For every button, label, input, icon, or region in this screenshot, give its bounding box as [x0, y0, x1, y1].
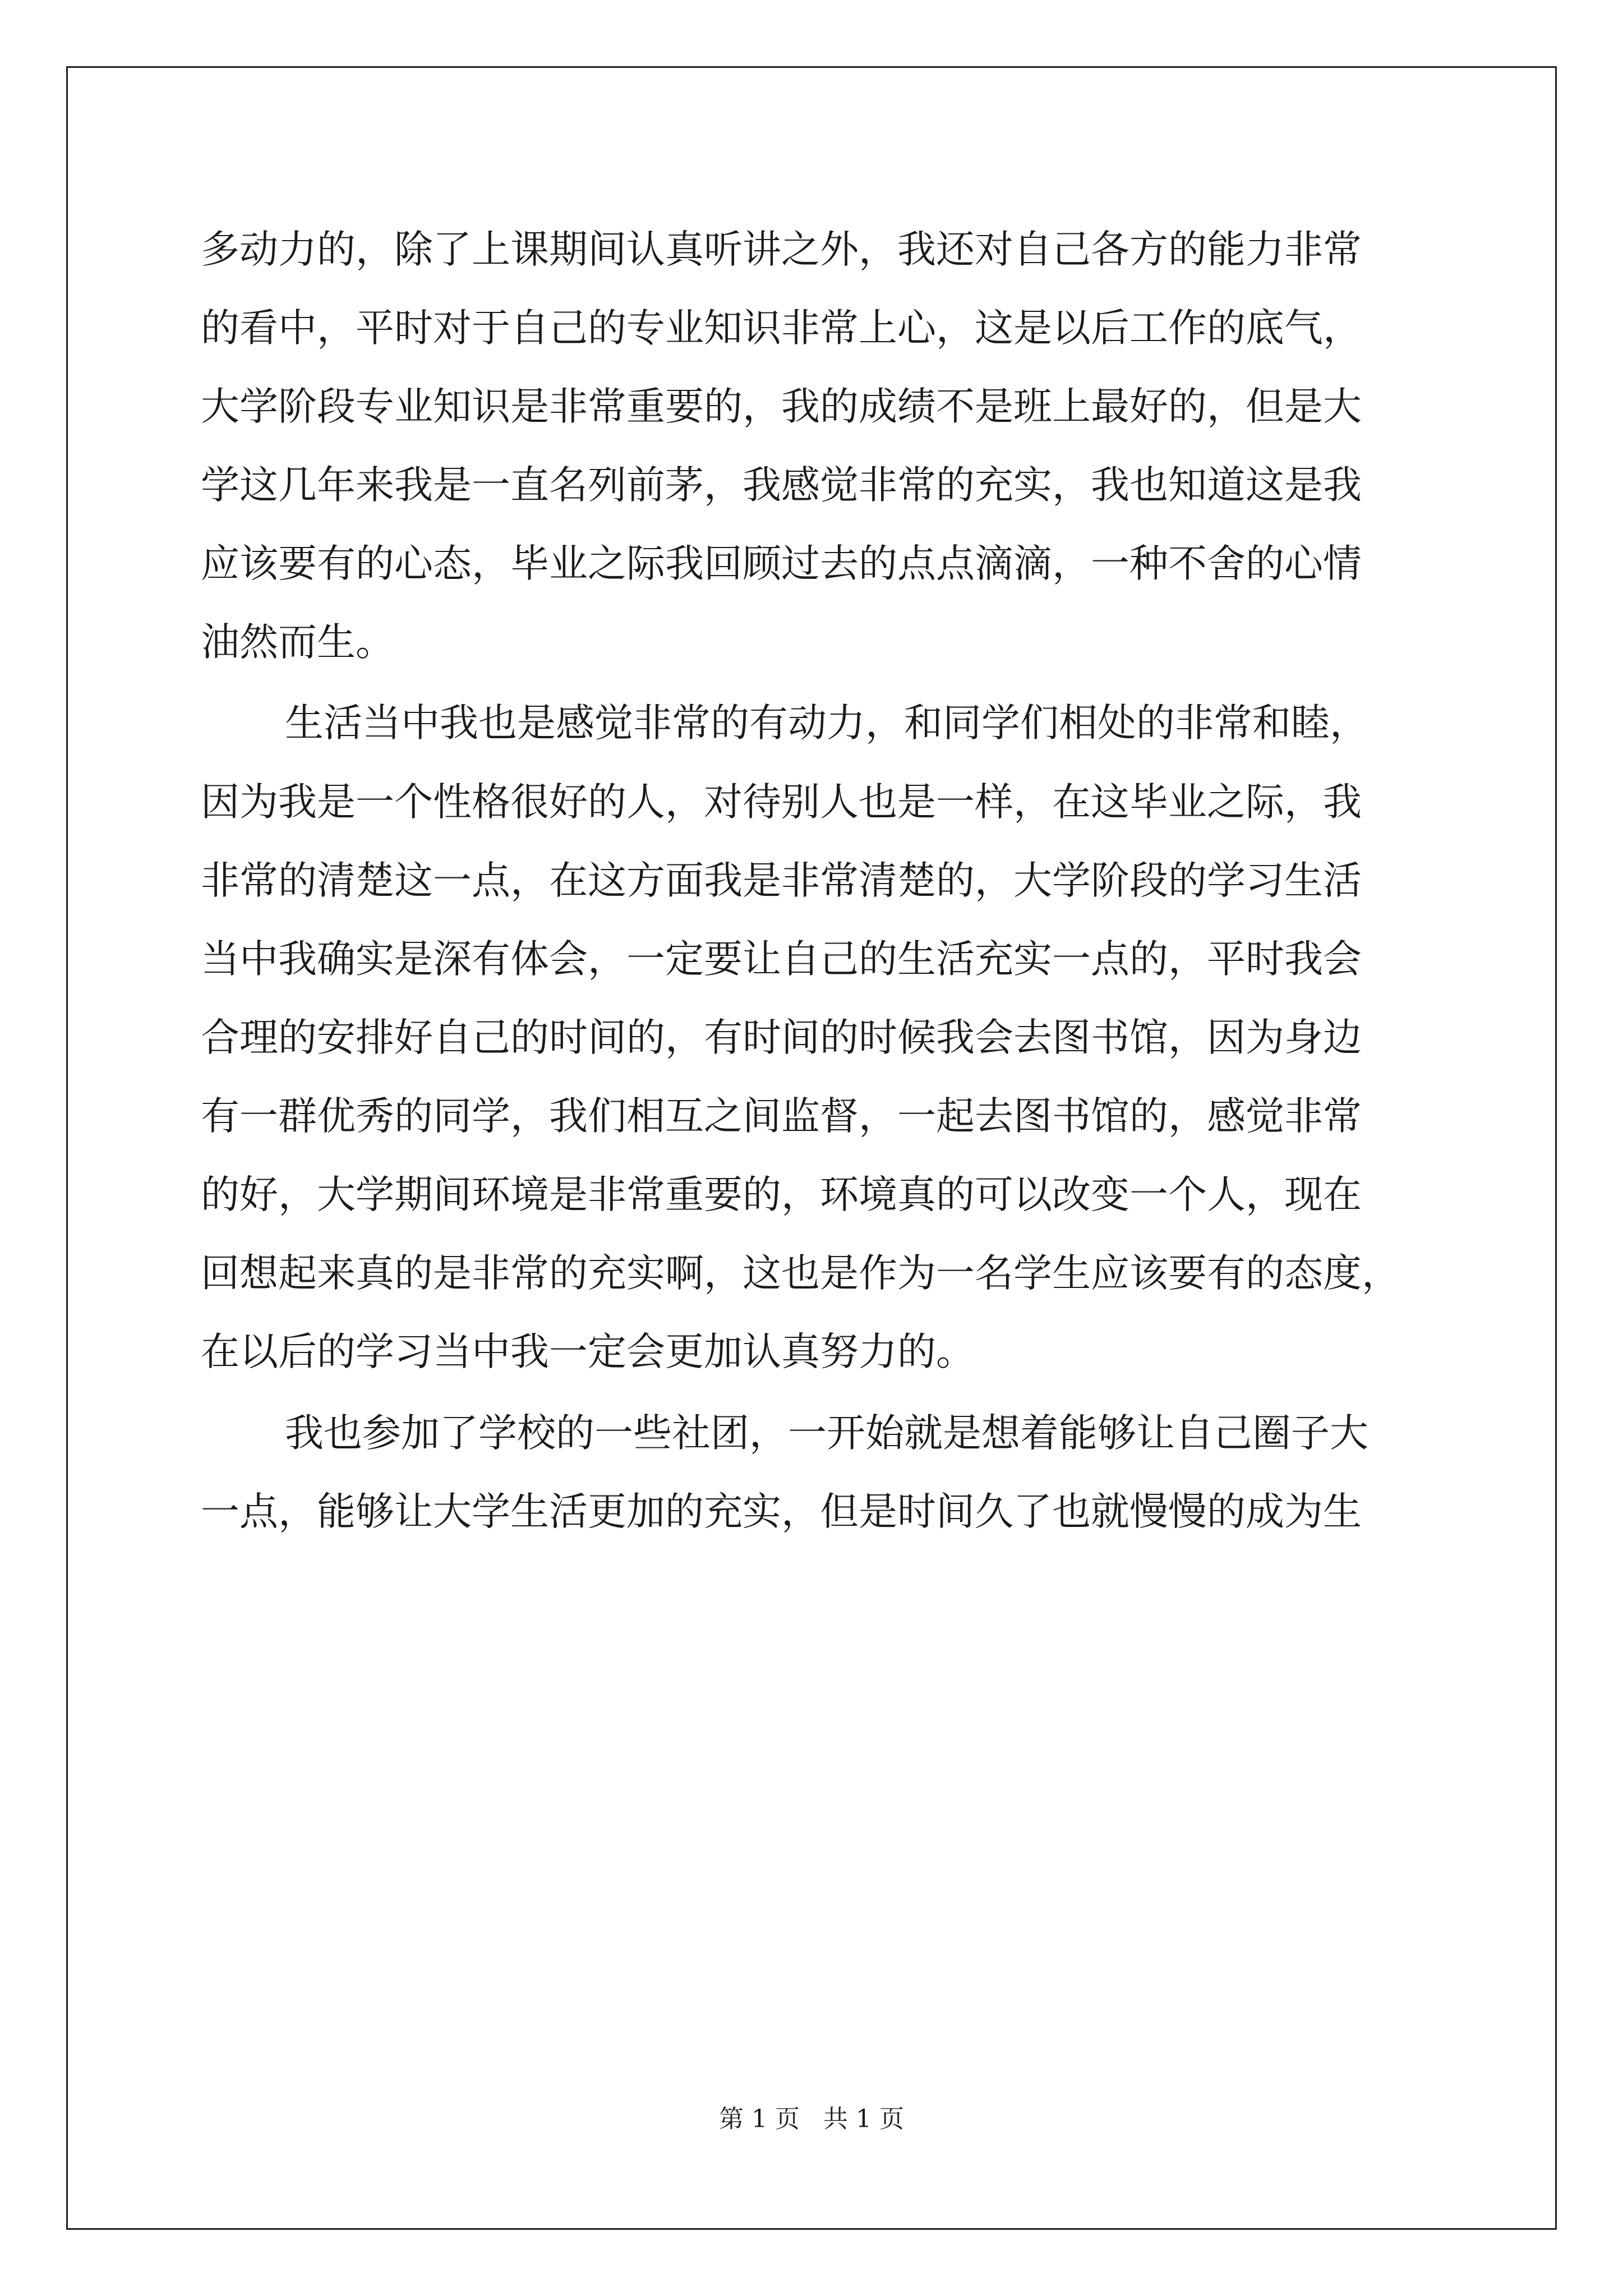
text-line: 我也参加了学校的一些社团，一开始就是想着能够让自己圈子大 — [285, 1411, 1368, 1456]
text-line: 非常的清楚这一点，在这方面我是非常清楚的，大学阶段的学习生活 — [201, 858, 1362, 903]
text-line: 大学阶段专业知识是非常重要的，我的成绩不是班上最好的，但是大 — [201, 384, 1362, 429]
page-footer: 第 1 页 共 1 页 — [719, 2105, 904, 2133]
text-line: 油然而生。 — [201, 620, 394, 665]
text-line: 学这几年来我是一直名列前茅，我感觉非常的充实，我也知道这是我 — [201, 463, 1362, 508]
text-line: 的好，大学期间环境是非常重要的，环境真的可以改变一个人，现在 — [201, 1172, 1362, 1217]
text-line: 有一群优秀的同学，我们相互之间监督，一起去图书馆的，感觉非常 — [201, 1094, 1362, 1139]
text-line: 因为我是一个性格很好的人，对待别人也是一样，在这毕业之际，我 — [201, 780, 1362, 825]
text-line: 的看中，平时对于自己的专业知识非常上心，这是以后工作的底气， — [201, 306, 1362, 351]
text-line: 合理的安排好自己的时间的，有时间的时候我会去图书馆，因为身边 — [201, 1015, 1362, 1060]
text-line: 多动力的，除了上课期间认真听讲之外，我还对自己各方的能力非常 — [201, 227, 1362, 272]
text-line: 当中我确实是深有体会，一定要让自己的生活充实一点的，平时我会 — [201, 937, 1362, 982]
text-line: 一点，能够让大学生活更加的充实，但是时间久了也就慢慢的成为生 — [201, 1489, 1362, 1534]
text-line: 回想起来真的是非常的充实啊，这也是作为一名学生应该要有的态度， — [201, 1251, 1400, 1296]
text-line: 生活当中我也是感觉非常的有动力，和同学们相处的非常和睦， — [285, 701, 1368, 746]
text-line: 应该要有的心态，毕业之际我回顾过去的点点滴滴，一种不舍的心情 — [201, 541, 1362, 586]
text-line: 在以后的学习当中我一定会更加认真努力的。 — [201, 1329, 975, 1374]
